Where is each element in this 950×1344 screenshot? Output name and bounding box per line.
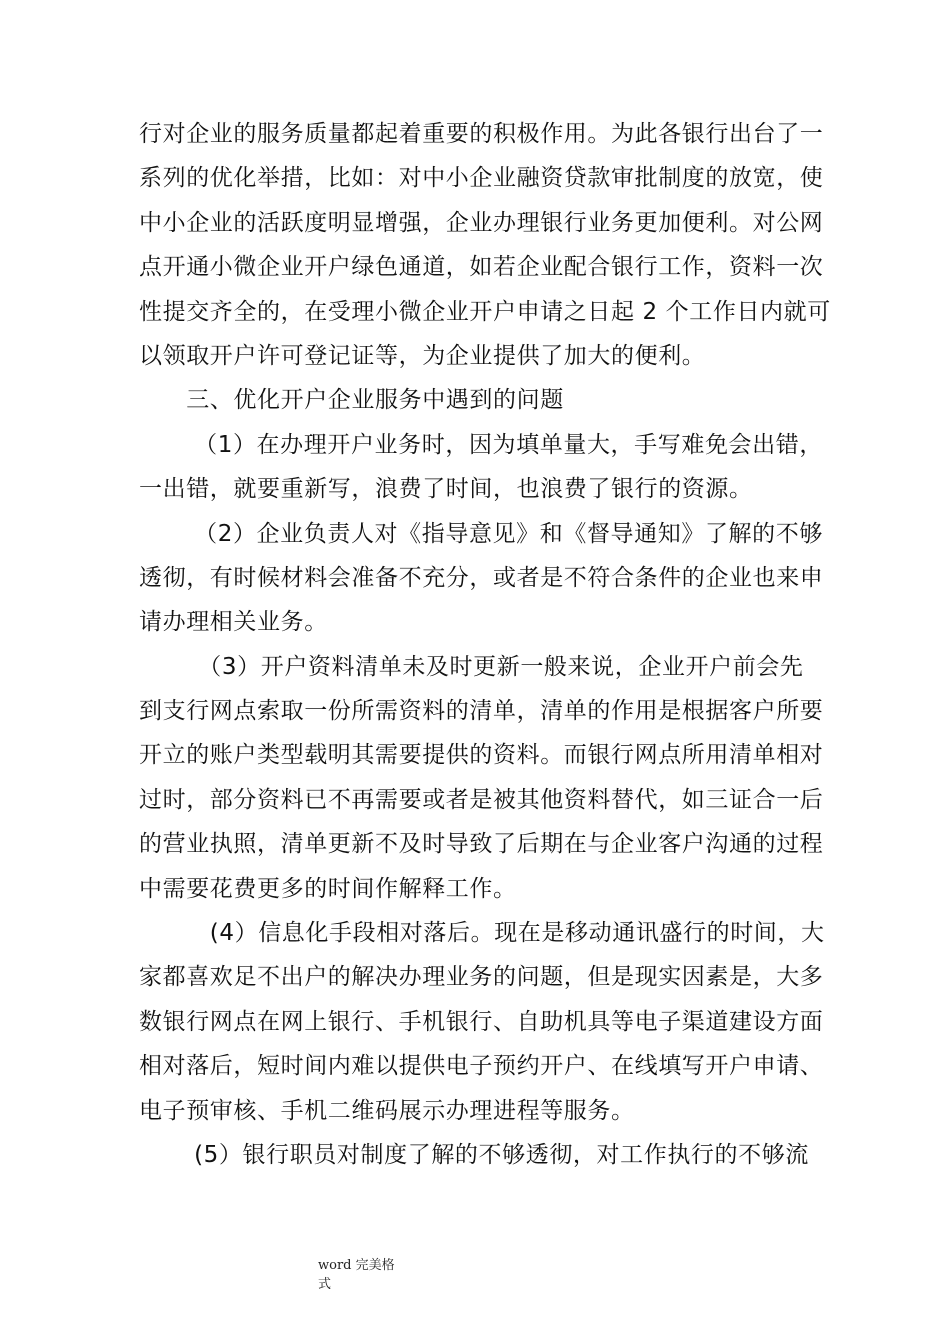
text-line: （1）在办理开户业务时，因为填单量大，手写难免会出错， [139,431,823,458]
text-line: 以领取开户许可登记证等，为企业提供了加大的便利。 [139,342,706,369]
text-line: 过时，部分资料已不再需要或者是被其他资料替代，如三证合一后 [139,786,824,813]
text-line: 一出错，就要重新写，浪费了时间，也浪费了银行的资源。 [139,476,753,503]
text-line: 点开通小微企业开户绿色通道，如若企业配合银行工作，资料一次 [139,254,824,281]
text-line: 相对落后，短时间内难以提供电子预约开户、在线填写开户申请、 [139,1053,824,1080]
page-footer [318,1256,395,1294]
text-line: 的营业执照，清单更新不及时导致了后期在与企业客户沟通的过程 [139,831,824,858]
text-line: 请办理相关业务。 [139,609,328,636]
text-line: 中需要花费更多的时间作解释工作。 [139,875,517,902]
text-line: (4）信息化手段相对落后。现在是移动通讯盛行的时间，大 [139,920,825,947]
text-line: 性提交齐全的，在受理小微企业开户申请之日起 2 个工作日内就可 [139,298,831,325]
section-heading: 三、优化开户企业服务中遇到的问题 [139,387,564,414]
text-line: 到支行网点索取一份所需资料的清单，清单的作用是根据客户所要 [139,698,824,725]
text-line: 行对企业的服务质量都起着重要的积极作用。为此各银行出台了一 [139,121,824,147]
footer-line: word 完美格 [318,1258,395,1273]
text-line: （2）企业负责人对《指导意见》和《督导通知》了解的不够 [139,520,823,547]
text-line: 数银行网点在网上银行、手机银行、自助机具等电子渠道建设方面 [139,1008,824,1035]
text-line: 电子预审核、手机二维码展示办理进程等服务。 [139,1097,635,1124]
footer-line: 式 [318,1277,332,1292]
text-line: 家都喜欢足不出户的解决办理业务的问题，但是现实因素是，大多 [139,964,824,991]
document-body [139,112,831,1177]
text-line: 透彻，有时候材料会准备不充分，或者是不符合条件的企业也来申 [139,564,824,591]
text-line: （3）开户资料清单未及时更新一般来说，企业开户前会先 [139,653,804,680]
text-line: 系列的优化举措，比如：对中小企业融资贷款审批制度的放宽，使 [139,165,824,192]
text-line: 中小企业的活跃度明显增强，企业办理银行业务更加便利。对公网 [139,209,824,236]
text-line: (5）银行职员对制度了解的不够透彻，对工作执行的不够流 [139,1141,809,1168]
text-line: 开立的账户类型载明其需要提供的资料。而银行网点所用清单相对 [139,742,824,769]
